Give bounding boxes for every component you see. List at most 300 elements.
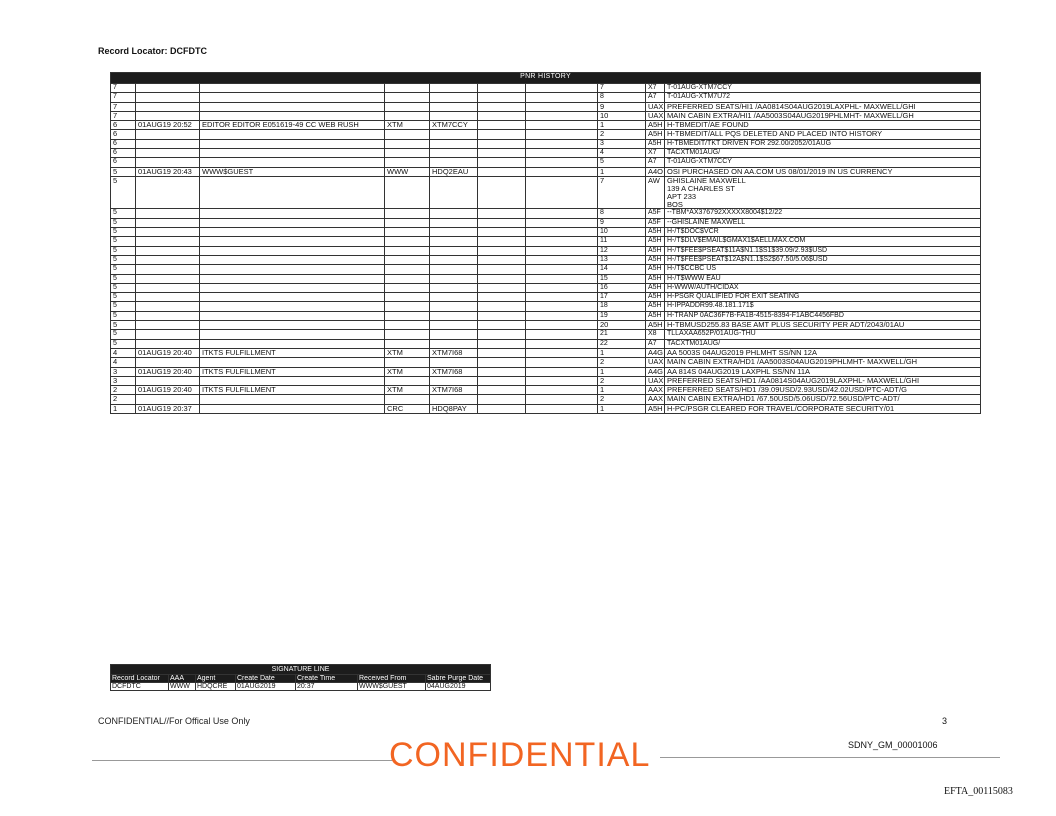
pnr-history-cell: H-/T$WWW EAU xyxy=(665,274,981,283)
pnr-history-title: PNR HISTORY xyxy=(111,73,981,84)
pnr-history-cell xyxy=(526,121,598,130)
pnr-history-cell: 10 xyxy=(598,111,646,120)
pnr-history-cell: 1 xyxy=(598,386,646,395)
pnr-history-cell: X8 xyxy=(646,330,665,339)
pnr-history-row xyxy=(111,283,981,292)
pnr-history-cell: H-/T$FEE$PSEAT$11A$N1.1$S1$39.09/2.93$USD xyxy=(665,246,981,255)
pnr-history-cell xyxy=(200,218,385,227)
pnr-history-cell xyxy=(478,139,526,148)
pnr-history-cell xyxy=(200,237,385,246)
pnr-history-cell xyxy=(136,237,200,246)
pnr-history-cell: 2 xyxy=(111,395,136,404)
pnr-history-row xyxy=(111,348,981,357)
pnr-history-cell xyxy=(385,111,430,120)
pnr-history-cell xyxy=(200,255,385,264)
pnr-history-cell xyxy=(478,167,526,176)
pnr-history-cell: PREFERRED SEATS/HD1 /AA0814S04AUG2019LAXPHL- MAXWELL/GHI xyxy=(665,376,981,385)
document-id: SDNY_GM_00001006 xyxy=(848,740,938,750)
pnr-history-cell: 7 xyxy=(111,102,136,111)
pnr-history-cell: H-TRANP 0AC36F7B-FA1B-4515-8394-F1ABC4456FBD xyxy=(665,311,981,320)
pnr-history-cell xyxy=(385,93,430,102)
pnr-history-cell xyxy=(200,139,385,148)
pnr-history-cell: 6 xyxy=(111,158,136,167)
pnr-history-cell xyxy=(430,176,478,209)
sig-header-cell: Sabre Purge Date xyxy=(426,675,491,683)
pnr-history-cell xyxy=(430,311,478,320)
pnr-history-cell: 5 xyxy=(111,255,136,264)
sig-header-cell: AAA xyxy=(169,675,196,683)
pnr-history-cell xyxy=(200,130,385,139)
pnr-history-cell xyxy=(478,265,526,274)
pnr-history-cell xyxy=(478,246,526,255)
pnr-history-cell xyxy=(478,102,526,111)
pnr-history-cell xyxy=(385,218,430,227)
pnr-history-cell xyxy=(136,93,200,102)
pnr-history-cell xyxy=(526,218,598,227)
pnr-history-cell xyxy=(200,209,385,218)
pnr-history-cell: 2 xyxy=(598,130,646,139)
pnr-history-cell xyxy=(526,167,598,176)
pnr-history-cell xyxy=(526,302,598,311)
pnr-history-cell: A5H xyxy=(646,321,665,330)
pnr-history-row xyxy=(111,265,981,274)
pnr-history-cell xyxy=(478,176,526,209)
pnr-history-cell xyxy=(430,274,478,283)
pnr-history-cell: H-/T$DOC$VCR xyxy=(665,228,981,237)
pnr-history-cell xyxy=(385,246,430,255)
pnr-history-cell: MAIN CABIN EXTRA/HD1 /67.50USD/5.06USD/72.56USD/PTC-ADT/ xyxy=(665,395,981,404)
pnr-history-cell xyxy=(478,404,526,413)
pnr-history-cell xyxy=(526,111,598,120)
pnr-history-cell: H-TBMEDIT/AE FOUND xyxy=(665,121,981,130)
pnr-history-cell xyxy=(385,274,430,283)
pnr-history-cell xyxy=(136,293,200,302)
confidential-footer: CONFIDENTIAL//For Offical Use Only xyxy=(98,716,250,726)
pnr-history-cell: A5H xyxy=(646,237,665,246)
pnr-history-cell: T-01AUG-XTM7U72 xyxy=(665,93,981,102)
pnr-history-row xyxy=(111,121,981,130)
pnr-history-cell: MAIN CABIN EXTRA/HI1 /AA5003S04AUG2019PHLMHT- MAXWELL/GH xyxy=(665,111,981,120)
pnr-history-cell xyxy=(478,302,526,311)
pnr-history-cell xyxy=(430,111,478,120)
pnr-history-cell: --GHISLAINE MAXWELL xyxy=(665,218,981,227)
pnr-history-cell xyxy=(200,321,385,330)
pnr-history-row xyxy=(111,395,981,404)
pnr-history-cell xyxy=(430,339,478,348)
page-number: 3 xyxy=(942,716,948,726)
pnr-history-cell: H-WWW/AUTH/CIDAX xyxy=(665,283,981,292)
pnr-history-cell xyxy=(526,246,598,255)
pnr-history-cell: H-TBMEDIT/TKT DRIVEN FOR 292.00/2052/01AUG xyxy=(665,139,981,148)
pnr-history-cell: A5H xyxy=(646,246,665,255)
pnr-history-cell: 19 xyxy=(598,311,646,320)
pnr-history-header-row xyxy=(111,73,981,84)
pnr-history-cell: AAX xyxy=(646,386,665,395)
pnr-history-cell: 7 xyxy=(111,111,136,120)
pnr-history-cell xyxy=(478,121,526,130)
pnr-history-cell: UAX xyxy=(646,376,665,385)
pnr-history-cell: 5 xyxy=(111,228,136,237)
sig-value-cell: 04AUG2019 xyxy=(426,683,491,691)
pnr-history-cell: MAIN CABIN EXTRA/HD1 /AA5003S04AUG2019PHLMHT- MAXWELL/GH xyxy=(665,358,981,367)
pnr-history-cell: 5 xyxy=(111,283,136,292)
pnr-history-cell: 5 xyxy=(111,274,136,283)
pnr-history-cell: A7 xyxy=(646,93,665,102)
pnr-history-cell xyxy=(385,376,430,385)
pnr-history-cell xyxy=(136,330,200,339)
pnr-history-cell: H-PSGR QUALIFIED FOR EXIT SEATING xyxy=(665,293,981,302)
pnr-history-cell: A5H xyxy=(646,139,665,148)
pnr-history-cell: 8 xyxy=(598,209,646,218)
pnr-history-cell xyxy=(526,274,598,283)
pnr-history-cell xyxy=(200,158,385,167)
pnr-history-cell: 5 xyxy=(111,237,136,246)
pnr-history-cell: 4 xyxy=(111,348,136,357)
pnr-history-cell: WWW xyxy=(385,167,430,176)
pnr-history-cell: 21 xyxy=(598,330,646,339)
pnr-history-cell: XTM7I68 xyxy=(430,386,478,395)
pnr-history-cell xyxy=(385,293,430,302)
pnr-history-cell xyxy=(136,218,200,227)
pnr-history-cell: XTM xyxy=(385,121,430,130)
pnr-history-cell: XTM7I68 xyxy=(430,367,478,376)
pnr-history-cell xyxy=(430,84,478,93)
pnr-history-cell: 2 xyxy=(598,395,646,404)
pnr-history-cell xyxy=(385,358,430,367)
pnr-history-cell: A5H xyxy=(646,265,665,274)
pnr-history-cell: XTM7I68 xyxy=(430,348,478,357)
pnr-history-cell xyxy=(200,93,385,102)
pnr-history-cell xyxy=(136,139,200,148)
pnr-history-cell xyxy=(478,209,526,218)
pnr-history-cell xyxy=(136,149,200,158)
footer-rule-right xyxy=(660,757,1000,758)
pnr-history-cell xyxy=(526,84,598,93)
pnr-history-cell xyxy=(526,330,598,339)
pnr-history-cell xyxy=(200,176,385,209)
pnr-history-cell xyxy=(478,158,526,167)
pnr-history-row xyxy=(111,339,981,348)
pnr-history-cell xyxy=(385,139,430,148)
pnr-history-cell xyxy=(526,367,598,376)
pnr-history-cell xyxy=(526,139,598,148)
pnr-history-cell xyxy=(478,255,526,264)
pnr-history-cell xyxy=(526,404,598,413)
sig-header-cell: Agent xyxy=(196,675,236,683)
pnr-history-row xyxy=(111,274,981,283)
pnr-history-cell xyxy=(526,339,598,348)
pnr-history-cell xyxy=(478,274,526,283)
pnr-history-cell xyxy=(430,218,478,227)
pnr-history-cell xyxy=(136,283,200,292)
pnr-history-cell: AA 814S 04AUG2019 LAXPHL SS/NN 11A xyxy=(665,367,981,376)
pnr-history-cell: PREFERRED SEATS/HD1 /39.09USD/2.93USD/42.02USD/PTC-ADT/G xyxy=(665,386,981,395)
pnr-history-cell: HDQ2EAU xyxy=(430,167,478,176)
pnr-history-cell xyxy=(526,255,598,264)
pnr-history-cell xyxy=(200,274,385,283)
pnr-history-cell: 01AUG19 20:43 xyxy=(136,167,200,176)
pnr-history-row xyxy=(111,158,981,167)
pnr-history-cell: XTM7CCY xyxy=(430,121,478,130)
pnr-history-cell: ITKTS FULFILLMENT xyxy=(200,367,385,376)
pnr-history-cell xyxy=(385,237,430,246)
pnr-history-row xyxy=(111,176,981,209)
pnr-history-cell xyxy=(430,139,478,148)
pnr-history-cell xyxy=(430,149,478,158)
pnr-history-cell: 5 xyxy=(111,321,136,330)
pnr-history-cell: 5 xyxy=(111,311,136,320)
pnr-history-row xyxy=(111,102,981,111)
efta-number: EFTA_00115083 xyxy=(944,786,1013,797)
signature-line-table xyxy=(110,664,491,691)
sig-value-cell: 01AUG2019 xyxy=(236,683,296,691)
pnr-history-cell xyxy=(430,293,478,302)
pnr-history-cell xyxy=(526,348,598,357)
sig-header-cell: Received From xyxy=(358,675,426,683)
pnr-history-cell xyxy=(478,330,526,339)
pnr-history-cell xyxy=(526,395,598,404)
pnr-history-cell: UAX xyxy=(646,358,665,367)
pnr-history-cell: TACXTM01AUG/ xyxy=(665,339,981,348)
pnr-history-cell: A7 xyxy=(646,158,665,167)
pnr-history-cell xyxy=(526,176,598,209)
pnr-history-cell: 4 xyxy=(111,358,136,367)
pnr-history-cell: 5 xyxy=(111,293,136,302)
pnr-history-cell: AAX xyxy=(646,395,665,404)
pnr-history-cell xyxy=(478,395,526,404)
pnr-history-cell xyxy=(200,330,385,339)
pnr-history-cell xyxy=(136,339,200,348)
pnr-history-cell xyxy=(200,395,385,404)
pnr-history-cell: WWW$GUEST xyxy=(200,167,385,176)
confidential-stamp: CONFIDENTIAL xyxy=(389,736,651,774)
pnr-history-cell xyxy=(430,255,478,264)
sig-value-cell: WWW$GUEST xyxy=(358,683,426,691)
pnr-history-cell: 01AUG19 20:52 xyxy=(136,121,200,130)
pnr-history-row xyxy=(111,111,981,120)
pnr-history-cell xyxy=(200,358,385,367)
pnr-history-cell: 15 xyxy=(598,274,646,283)
pnr-history-cell xyxy=(478,93,526,102)
pnr-history-row xyxy=(111,139,981,148)
pnr-history-cell: A4O xyxy=(646,167,665,176)
pnr-history-cell: A5H xyxy=(646,228,665,237)
pnr-history-cell xyxy=(526,358,598,367)
pnr-history-cell: H-TBMEDIT/ALL PQS DELETED AND PLACED INTO HISTORY xyxy=(665,130,981,139)
pnr-history-cell: 5 xyxy=(111,265,136,274)
signature-line-title: SIGNATURE LINE xyxy=(111,665,491,675)
pnr-history-cell xyxy=(385,158,430,167)
record-locator-label: Record Locator: DCFDTC xyxy=(98,46,208,56)
pnr-history-cell xyxy=(526,130,598,139)
pnr-history-cell xyxy=(430,376,478,385)
pnr-history-cell xyxy=(430,228,478,237)
pnr-history-cell xyxy=(478,130,526,139)
pnr-history-cell xyxy=(478,84,526,93)
pnr-history-cell xyxy=(136,311,200,320)
pnr-history-cell xyxy=(430,302,478,311)
pnr-history-cell: CRC xyxy=(385,404,430,413)
pnr-history-table xyxy=(110,72,981,414)
pnr-history-cell: XTM xyxy=(385,386,430,395)
pnr-history-row xyxy=(111,130,981,139)
sig-header-cell: Record Locator xyxy=(111,675,169,683)
pnr-history-cell: 5 xyxy=(111,176,136,209)
pnr-history-cell: H-/T$CCBC US xyxy=(665,265,981,274)
pnr-history-cell xyxy=(200,102,385,111)
pnr-history-cell xyxy=(526,265,598,274)
pnr-history-cell: 10 xyxy=(598,228,646,237)
pnr-history-cell xyxy=(136,358,200,367)
pnr-history-cell xyxy=(200,265,385,274)
pnr-history-cell xyxy=(526,283,598,292)
pnr-history-cell xyxy=(430,130,478,139)
pnr-history-cell xyxy=(385,330,430,339)
pnr-history-row xyxy=(111,246,981,255)
pnr-history-cell xyxy=(526,321,598,330)
pnr-history-cell: AA 5003S 04AUG2019 PHLMHT SS/NN 12A xyxy=(665,348,981,357)
sig-value-cell: 20:37 xyxy=(296,683,358,691)
pnr-history-cell: 2 xyxy=(598,358,646,367)
pnr-history-cell: 5 xyxy=(111,209,136,218)
pnr-history-cell xyxy=(430,246,478,255)
pnr-history-cell xyxy=(200,339,385,348)
pnr-history-cell: 7 xyxy=(598,84,646,93)
pnr-history-cell: 4 xyxy=(598,149,646,158)
pnr-history-cell: A4G xyxy=(646,367,665,376)
pnr-history-cell: A5F xyxy=(646,218,665,227)
pnr-history-cell: 7 xyxy=(111,84,136,93)
pnr-history-cell xyxy=(385,283,430,292)
pnr-history-row xyxy=(111,330,981,339)
pnr-history-cell xyxy=(526,149,598,158)
pnr-history-cell: A5H xyxy=(646,130,665,139)
pnr-history-cell xyxy=(478,358,526,367)
pnr-history-cell: A5H xyxy=(646,274,665,283)
pnr-history-cell: A5F xyxy=(646,209,665,218)
pnr-history-cell: 6 xyxy=(111,130,136,139)
pnr-history-cell: 14 xyxy=(598,265,646,274)
sig-header-cell: Create Date xyxy=(236,675,296,683)
pnr-history-cell xyxy=(478,237,526,246)
pnr-history-cell xyxy=(200,84,385,93)
pnr-history-cell xyxy=(136,376,200,385)
pnr-history-cell xyxy=(430,158,478,167)
pnr-history-cell: 9 xyxy=(598,102,646,111)
pnr-history-row xyxy=(111,386,981,395)
pnr-history-cell xyxy=(430,237,478,246)
pnr-history-cell xyxy=(136,246,200,255)
pnr-history-cell xyxy=(136,130,200,139)
pnr-history-cell: 5 xyxy=(111,218,136,227)
pnr-history-cell: UAX xyxy=(646,102,665,111)
pnr-history-cell xyxy=(385,302,430,311)
pnr-history-cell: TLLAXAA652P/01AUG-THU xyxy=(665,330,981,339)
footer-rule-left xyxy=(92,760,392,761)
pnr-history-row xyxy=(111,404,981,413)
pnr-history-cell: T-01AUG-XTM7CCY xyxy=(665,84,981,93)
pnr-history-cell: A7 xyxy=(646,339,665,348)
pnr-history-cell: A5H xyxy=(646,311,665,320)
pnr-history-cell: TACXTM01AUG/ xyxy=(665,149,981,158)
pnr-history-cell xyxy=(526,237,598,246)
pnr-history-cell: XTM xyxy=(385,348,430,357)
pnr-history-cell xyxy=(526,376,598,385)
pnr-history-row xyxy=(111,311,981,320)
pnr-history-row xyxy=(111,93,981,102)
pnr-history-cell: A5H xyxy=(646,293,665,302)
pnr-history-cell xyxy=(200,293,385,302)
pnr-history-cell: ITKTS FULFILLMENT xyxy=(200,386,385,395)
pnr-history-cell: 1 xyxy=(598,121,646,130)
pnr-history-cell xyxy=(136,395,200,404)
pnr-history-cell: 9 xyxy=(598,218,646,227)
pnr-history-cell xyxy=(478,228,526,237)
pnr-history-cell: 5 xyxy=(111,302,136,311)
pnr-history-cell: 6 xyxy=(111,121,136,130)
pnr-history-cell xyxy=(526,228,598,237)
pnr-history-cell: A5H xyxy=(646,404,665,413)
pnr-history-cell xyxy=(385,102,430,111)
pnr-history-cell xyxy=(385,255,430,264)
sig-value-cell: WWW xyxy=(169,683,196,691)
pnr-history-row xyxy=(111,84,981,93)
pnr-history-cell: 17 xyxy=(598,293,646,302)
pnr-history-cell: H-/T$DLV$EMAIL$GMAX1$AELLMAX.COM xyxy=(665,237,981,246)
pnr-history-row xyxy=(111,237,981,246)
pnr-history-cell xyxy=(385,339,430,348)
pnr-history-cell: 5 xyxy=(111,167,136,176)
pnr-history-cell: 2 xyxy=(111,386,136,395)
pnr-history-cell xyxy=(526,293,598,302)
pnr-history-cell: X7 xyxy=(646,84,665,93)
pnr-history-cell: 3 xyxy=(598,139,646,148)
pnr-history-cell xyxy=(478,293,526,302)
pnr-history-cell xyxy=(136,209,200,218)
pnr-history-cell xyxy=(478,321,526,330)
pnr-history-cell: A5H xyxy=(646,302,665,311)
pnr-history-cell: 20 xyxy=(598,321,646,330)
pnr-history-cell: ITKTS FULFILLMENT xyxy=(200,348,385,357)
pnr-history-cell xyxy=(200,404,385,413)
pnr-history-cell xyxy=(526,209,598,218)
pnr-history-cell xyxy=(200,376,385,385)
pnr-history-row xyxy=(111,209,981,218)
pnr-history-cell: 7 xyxy=(111,93,136,102)
sig-header-cell: Create Time xyxy=(296,675,358,683)
pnr-history-cell xyxy=(200,149,385,158)
pnr-history-cell: A4G xyxy=(646,348,665,357)
pnr-history-cell xyxy=(200,302,385,311)
pnr-history-cell xyxy=(136,158,200,167)
pnr-history-cell xyxy=(478,367,526,376)
pnr-history-cell: GHISLAINE MAXWELL 139 A CHARLES ST APT 233 BOS xyxy=(665,176,981,209)
pnr-history-cell xyxy=(478,218,526,227)
pnr-history-cell xyxy=(430,283,478,292)
pnr-history-cell: 01AUG19 20:37 xyxy=(136,404,200,413)
pnr-history-cell: 22 xyxy=(598,339,646,348)
pnr-history-cell: H-PC/PSGR CLEARED FOR TRAVEL/CORPORATE SECURITY/01 xyxy=(665,404,981,413)
pnr-history-cell xyxy=(136,274,200,283)
pnr-history-cell xyxy=(430,330,478,339)
pnr-history-cell: 6 xyxy=(111,139,136,148)
pnr-history-cell: 8 xyxy=(598,93,646,102)
pnr-history-cell: EDITOR EDITOR E051619-49 CC WEB RUSH xyxy=(200,121,385,130)
pnr-history-cell: 3 xyxy=(111,367,136,376)
pnr-history-cell xyxy=(136,176,200,209)
pnr-history-cell xyxy=(478,283,526,292)
pnr-history-cell: --TBM*AX376792XXXXX8004$12/22 xyxy=(665,209,981,218)
